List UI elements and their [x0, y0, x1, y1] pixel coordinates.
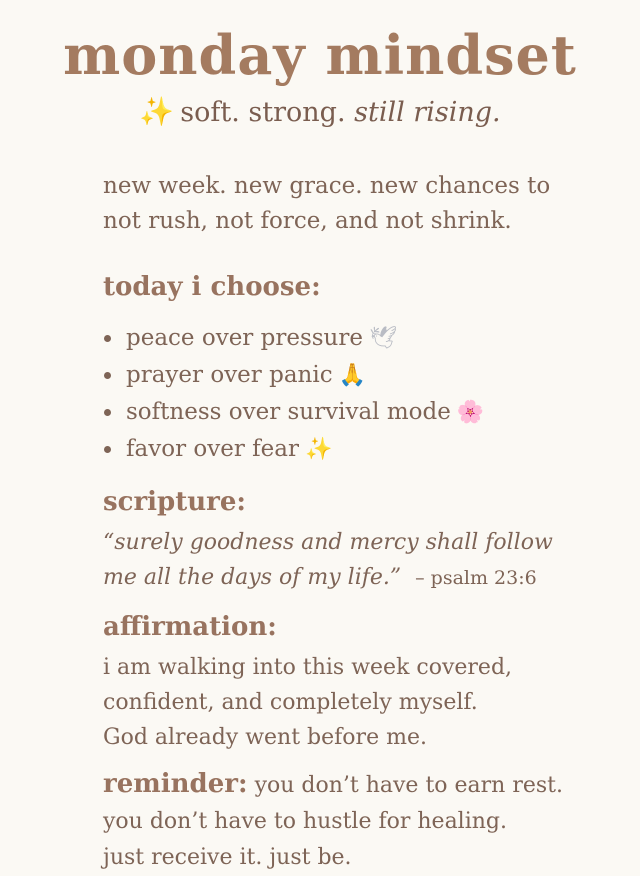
- dove-icon: 🕊: [368, 326, 397, 351]
- sparkles-icon: ✨: [304, 437, 333, 462]
- affirmation-heading: affirmation:: [103, 612, 277, 642]
- choose-heading: today i choose:: [103, 272, 321, 302]
- subtitle-italic: still rising.: [354, 97, 501, 128]
- affirmation-line: i am walking into this week covered,: [103, 655, 513, 680]
- bullet-dot: [104, 335, 111, 342]
- sparkles-icon: ✨: [139, 95, 175, 128]
- cherry-blossom-icon: 🌸: [456, 400, 485, 425]
- affirmation-line: confident, and completely myself.: [103, 690, 478, 715]
- reminder-heading: reminder:: [103, 769, 248, 799]
- bullet-dot: [104, 372, 111, 379]
- intro-text: [103, 169, 583, 239]
- affirmation-text: [103, 650, 512, 755]
- scripture-line: “surely goodness and mercy shall follow: [103, 530, 553, 555]
- intro-line: not rush, not force, and not shrink.: [103, 208, 512, 234]
- reminder-line: you don’t have to hustle for healing.: [103, 809, 508, 834]
- praying-hands-icon: 🙏: [338, 363, 366, 388]
- bullet-dot: [104, 409, 111, 416]
- list-item-text: softness over survival mode: [126, 399, 451, 425]
- scripture-reference: – psalm 23:6: [415, 567, 537, 589]
- scripture-line: me all the days of my life.”: [103, 565, 402, 590]
- bullet-dot: [104, 446, 111, 453]
- reminder-line: you don’t have to earn rest.: [254, 773, 564, 798]
- list-item: [103, 357, 484, 394]
- page-title: monday mindset: [63, 23, 577, 87]
- affirmation-line: God already went before me.: [103, 725, 427, 750]
- list-item: [103, 320, 484, 357]
- subtitle-plain: soft. strong.: [180, 97, 355, 128]
- subtitle: [0, 94, 640, 131]
- reminder-text: [103, 766, 563, 876]
- list-item-text: prayer over panic: [126, 362, 333, 388]
- intro-line: new week. new grace. new chances to: [103, 173, 551, 199]
- list-item-text: favor over fear: [126, 436, 299, 462]
- scripture-quote: [103, 525, 553, 596]
- list-item: [103, 431, 484, 468]
- choose-list: [103, 320, 484, 468]
- scripture-heading: scripture:: [103, 487, 246, 517]
- list-item: [103, 394, 484, 431]
- reminder-line: just receive it. just be.: [103, 845, 352, 870]
- list-item-text: peace over pressure: [126, 325, 363, 351]
